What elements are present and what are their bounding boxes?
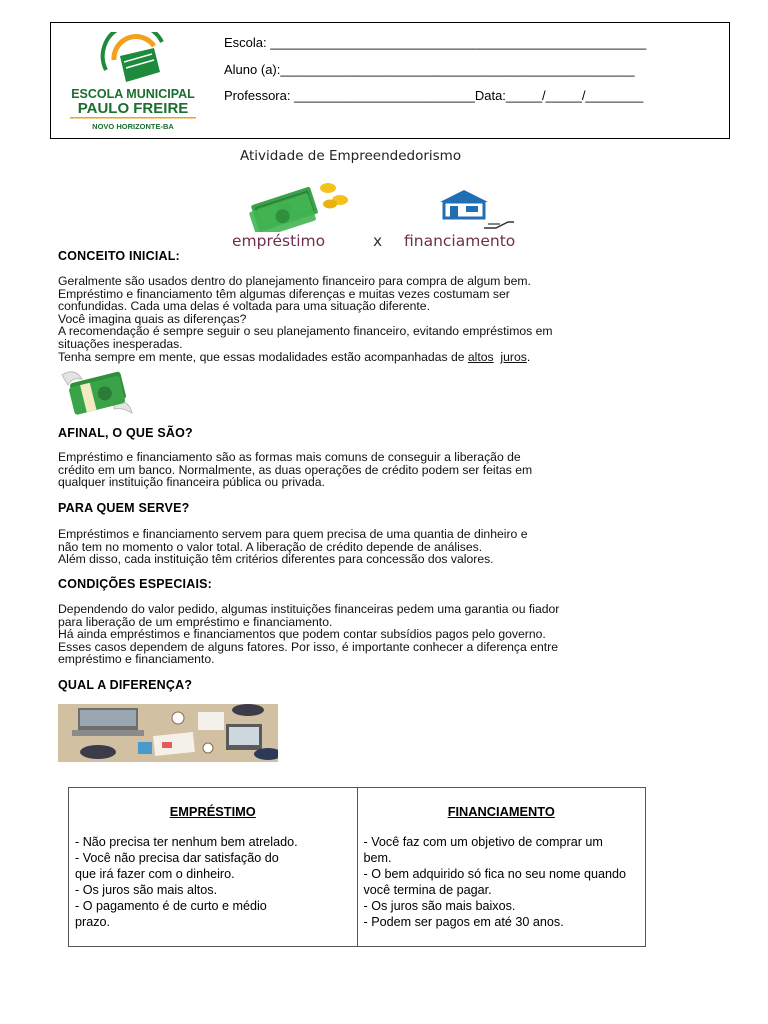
student-field[interactable]: Aluno (a):_________________________________________________ <box>224 62 635 77</box>
conceito-last-prefix: Tenha sempre em mente, que essas modalidades estão acompanhadas de <box>58 349 468 364</box>
financiamento-item: - O bem adquirido só fica no seu nome quando <box>363 867 627 881</box>
condicoes-text <box>58 603 738 666</box>
emprestimo-header: EMPRÉSTIMO <box>169 804 256 819</box>
emprestimo-column <box>69 788 358 947</box>
afinal-line: Empréstimo e financiamento são as formas mais comuns de conseguir a liberação de <box>58 450 521 464</box>
conceito-line: situações inesperadas. <box>58 336 183 351</box>
condicoes-line: empréstimo e financiamento. <box>58 652 215 667</box>
financiamento-column <box>357 788 646 947</box>
emprestimo-item: - O pagamento é de curto e médio <box>75 899 267 913</box>
school-field[interactable]: Escola: ____________________________________________________ <box>224 35 647 50</box>
logo-line1: ESCOLA MUNICIPAL <box>71 87 195 101</box>
para-quem-line: Além disso, cada instituição têm critérios diferentes para concessão dos valores. <box>58 552 494 567</box>
school-logo <box>62 32 204 132</box>
money-bills-icon <box>244 180 354 232</box>
section-title-diferenca: QUAL A DIFERENÇA? <box>58 678 193 692</box>
conceito-line: Geralmente são usados dentro do planejamento financeiro para compra de algum bem. <box>58 274 531 288</box>
financiamento-item: você termina de pagar. <box>363 883 492 897</box>
logo-line2: PAULO FREIRE <box>77 100 189 117</box>
conceito-line: A recomendação é sempre seguir o seu planejamento financeiro, evitando empréstimos em <box>58 324 553 339</box>
afinal-line: qualquer instituição financeira pública ou privada. <box>58 475 325 490</box>
financiamento-item: - Podem ser pagos em até 30 anos. <box>363 915 564 929</box>
section-title-conceito: CONCEITO INICIAL: <box>58 249 180 263</box>
page-title: Atividade de Empreendedorismo <box>240 148 462 164</box>
condicoes-line: Esses casos dependem de alguns fatores. Por isso, é importante conhecer a diferença entre <box>58 639 558 654</box>
hero-financiamento: financiamento <box>404 232 516 250</box>
section-title-para-quem: PARA QUEM SERVE? <box>58 501 190 515</box>
afinal-line: crédito em um banco. Normalmente, as duas operações de crédito podem ser feitas em <box>58 462 533 477</box>
flying-money-icon <box>60 365 136 415</box>
comparison-table <box>68 787 646 947</box>
logo-line3: NOVO HORIZONTE-BA <box>92 122 174 131</box>
financiamento-header: FINANCIAMENTO <box>447 804 555 819</box>
office-desk-image <box>58 704 278 762</box>
conceito-text <box>58 275 738 363</box>
section-title-afinal: AFINAL, O QUE SÃO? <box>58 426 193 440</box>
afinal-text <box>58 451 738 489</box>
financiamento-item: bem. <box>363 851 392 865</box>
juros-link: juros <box>500 349 527 364</box>
house-hand-icon <box>436 188 516 232</box>
emprestimo-item: - Os juros são mais altos. <box>75 883 218 897</box>
teacher-date-field[interactable]: Professora: _________________________Data:_____/_____/________ <box>224 88 644 103</box>
financiamento-item: - Você faz com um objetivo de comprar um <box>363 835 603 849</box>
conceito-last-suffix: . <box>526 349 531 364</box>
hero-x: x <box>373 232 383 250</box>
condicoes-line: Dependendo do valor pedido, algumas instituições financeiras pedem uma garantia ou fiador <box>58 602 560 616</box>
emprestimo-item: - Você não precisa dar satisfação do <box>75 851 279 865</box>
conceito-line: Você imagina quais as diferenças? <box>58 311 247 326</box>
altos-link: altos <box>467 349 494 364</box>
emprestimo-item: - Não precisa ter nenhum bem atrelado. <box>75 835 298 849</box>
section-title-condicoes: CONDIÇÕES ESPECIAIS: <box>58 577 213 591</box>
para-quem-line: não tem no momento o valor total. A liberação de crédito depende de análises. <box>58 539 483 554</box>
para-quem-line: Empréstimos e financiamento servem para quem precisa de uma quantia de dinheiro e <box>58 527 528 541</box>
conceito-line: Empréstimo e financiamento têm algumas diferenças e muitas vezes costumam ser <box>58 286 510 301</box>
para-quem-text <box>58 528 738 566</box>
emprestimo-item: prazo. <box>75 915 111 929</box>
conceito-last-line <box>58 351 738 364</box>
conceito-line: confundidas. Cada uma delas é voltada para uma situação diferente. <box>58 299 430 314</box>
hero-emprestimo: empréstimo <box>232 232 326 250</box>
condicoes-line: para liberação de um empréstimo e financiamento. <box>58 614 333 629</box>
financiamento-item: - Os juros são mais baixos. <box>363 899 516 913</box>
condicoes-line: Há ainda empréstimos e financiamentos que podem contar subsídios pagos pelo governo. <box>58 627 546 642</box>
emprestimo-item: que irá fazer com o dinheiro. <box>75 867 235 881</box>
book-icon <box>120 48 160 82</box>
